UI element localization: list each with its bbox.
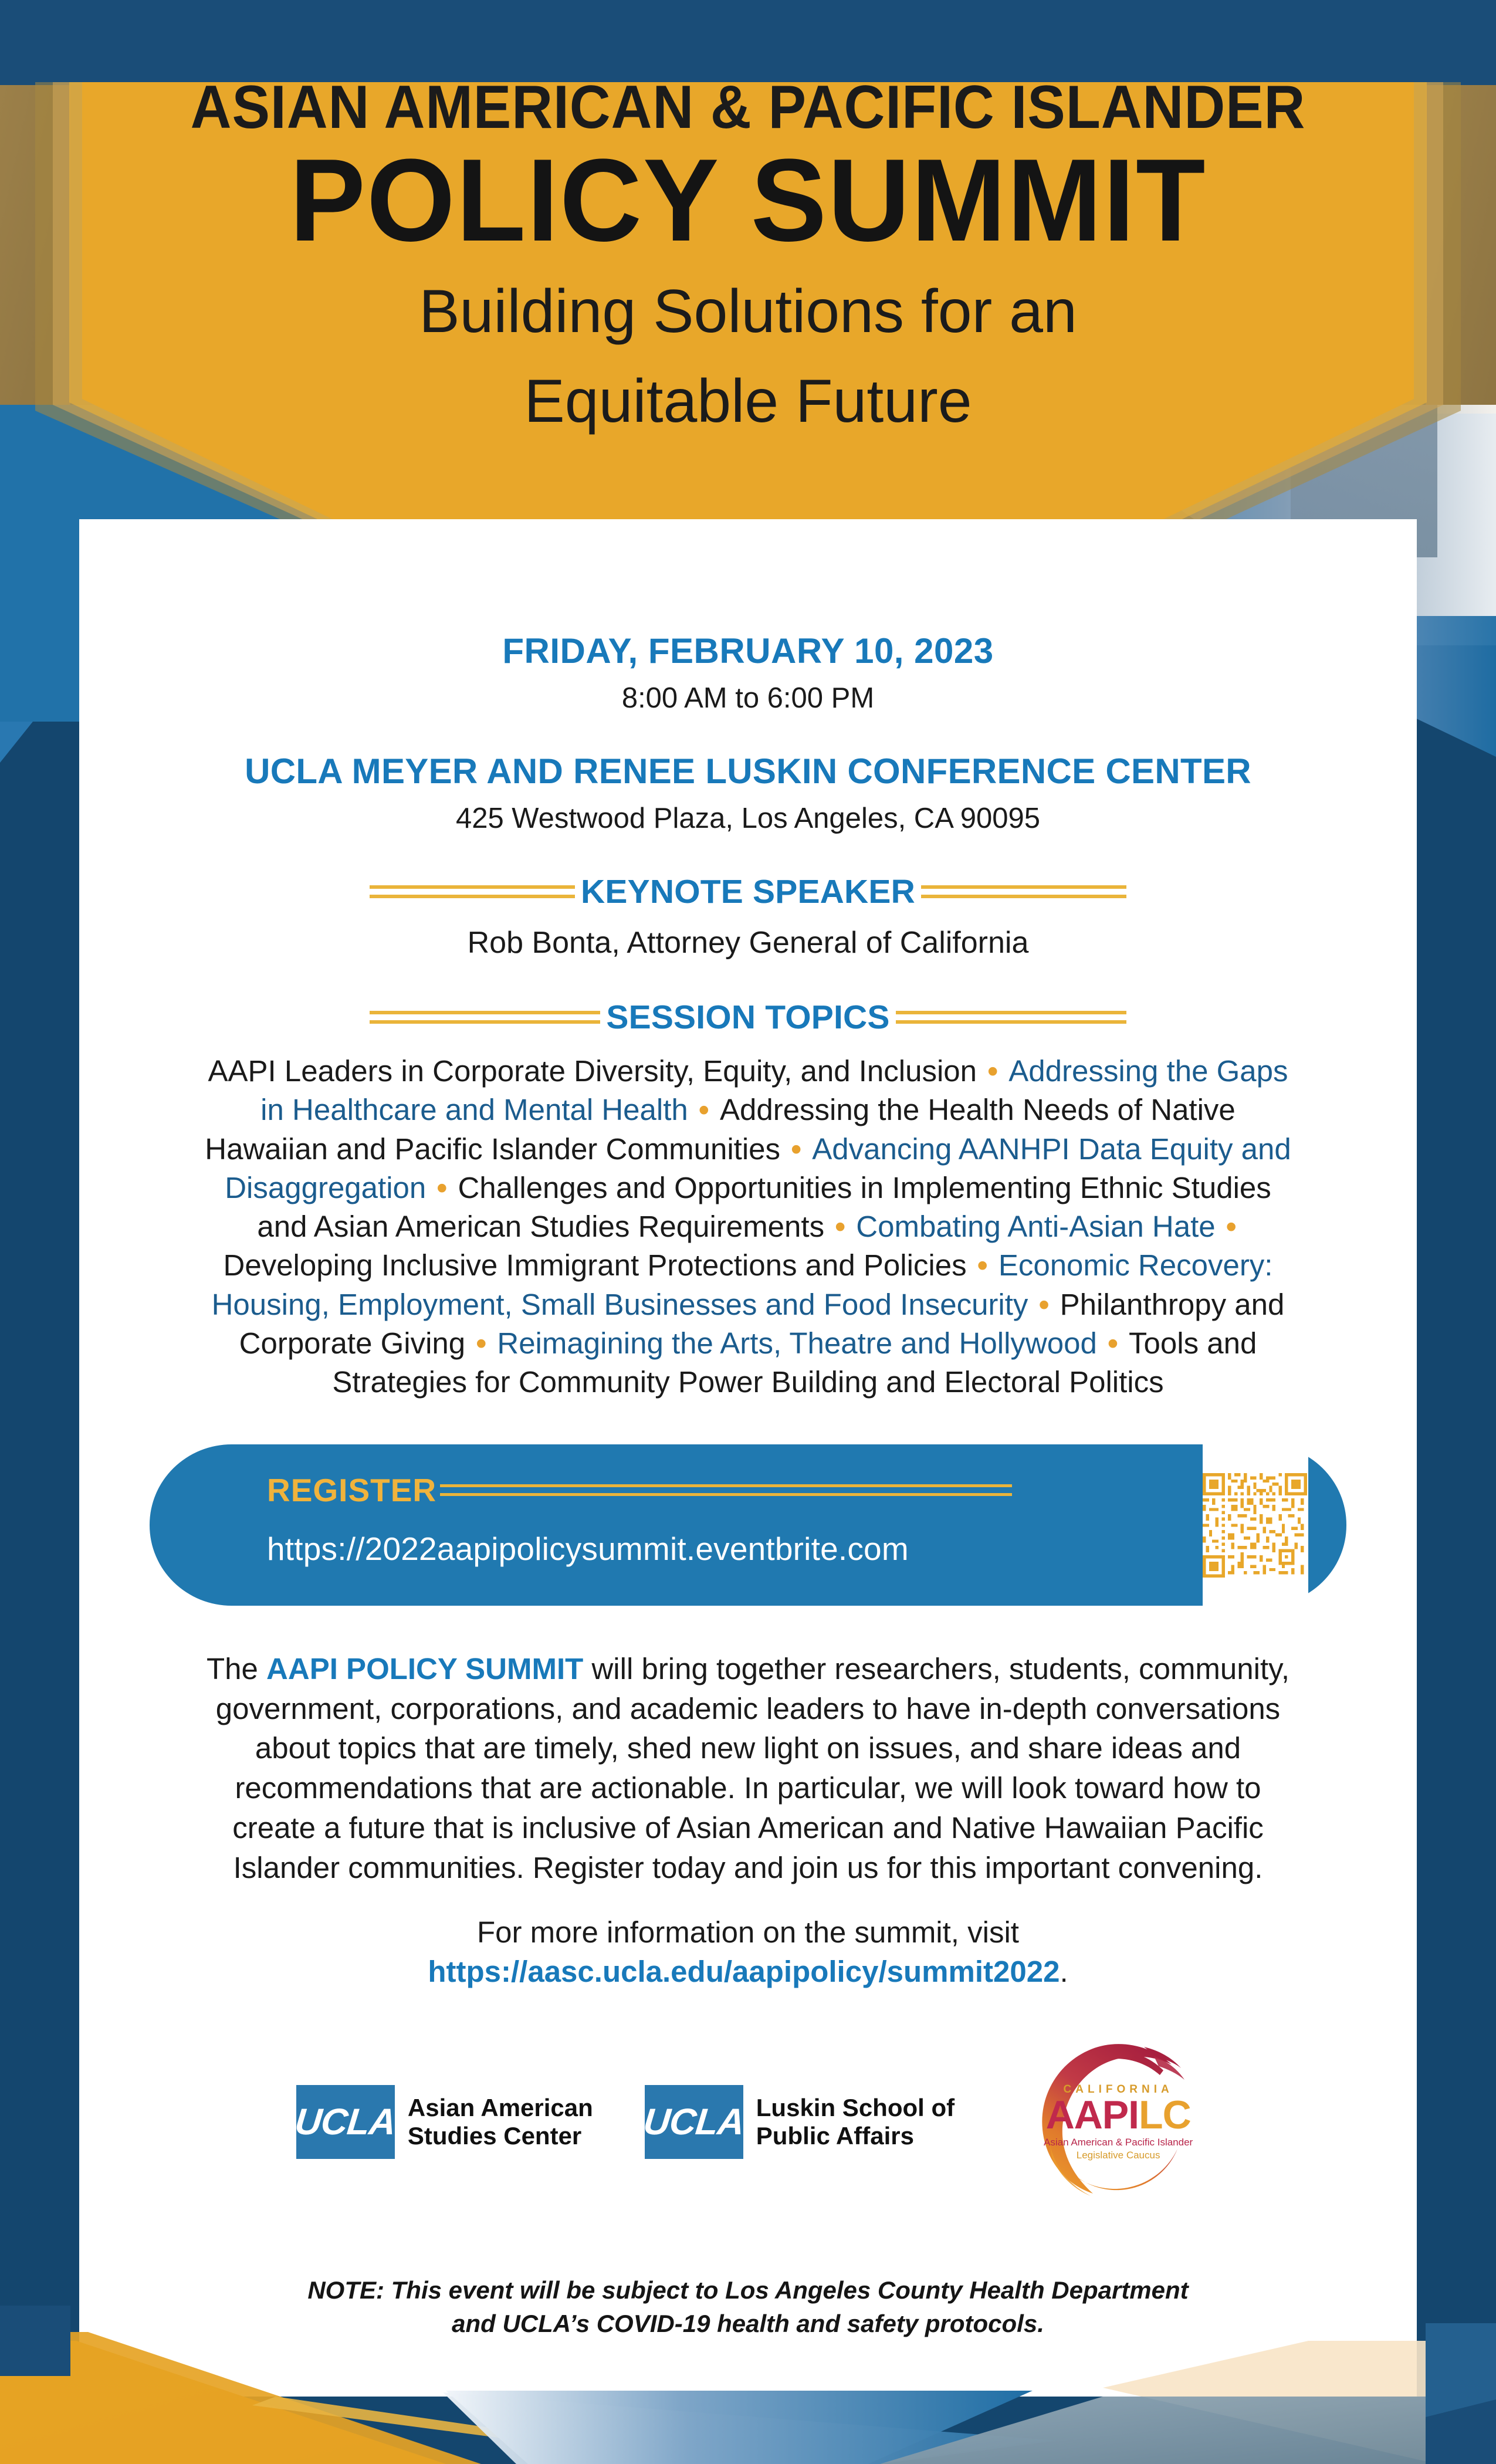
keynote-speaker-name: Rob Bonta, Attorney General of California — [467, 926, 1029, 960]
note-line-2: and UCLA’s COVID-19 health and safety protocols. — [452, 2310, 1044, 2338]
event-date: FRIDAY, FEBRUARY 10, 2023 — [502, 631, 994, 671]
session-topic: AAPI Leaders in Corporate Diversity, Equity, and Inclusion — [208, 1054, 977, 1088]
ucla-mark-text: UCLA — [641, 2101, 746, 2143]
desc-prefix: The — [206, 1651, 267, 1685]
logo-text — [408, 2094, 593, 2151]
session-topic: Combating Anti-Asian Hate — [856, 1210, 1216, 1244]
more-info — [197, 1913, 1299, 1992]
logo-ucla-asian-american-studies-center — [293, 2085, 593, 2159]
session-topic: Addressing the Gaps in Healthcare and Mental Health — [260, 1054, 1288, 1127]
header-tagline-line1: Building Solutions for an — [419, 277, 1077, 346]
rule-left — [370, 1011, 600, 1024]
topic-separator-dot: • — [690, 1093, 717, 1127]
aapilc-brush-circle-icon — [1024, 2034, 1200, 2210]
event-time: 8:00 AM to 6:00 PM — [621, 682, 875, 714]
more-info-prefix: For more information on the summit, visit — [477, 1915, 1019, 1949]
session-topic: Philanthropy and Corporate Giving — [239, 1287, 1285, 1360]
sessions-heading-label: SESSION TOPICS — [606, 999, 890, 1036]
register-rule — [440, 1484, 1012, 1496]
topic-separator-dot: • — [969, 1248, 996, 1282]
keynote-heading — [370, 872, 1126, 911]
ucla-wordmark-icon — [641, 2085, 746, 2159]
register-content — [267, 1471, 1012, 1568]
summit-description — [197, 1649, 1299, 1888]
topic-separator-dot: • — [468, 1326, 495, 1360]
more-info-suffix: . — [1060, 1955, 1068, 1989]
header-eyebrow: ASIAN AMERICAN & PACIFIC ISLANDER — [190, 73, 1306, 141]
session-topic: Addressing the Health Needs of Native Hawaiian and Pacific Islander Communities — [205, 1093, 1236, 1166]
register-heading — [267, 1471, 1012, 1509]
rule-right — [896, 1011, 1126, 1024]
page-title: POLICY SUMMIT — [289, 135, 1207, 266]
venue-name: UCLA MEYER AND RENEE LUSKIN CONFERENCE CENTER — [245, 752, 1251, 791]
register-url[interactable]: https://2022aapipolicysummit.eventbrite.com — [267, 1530, 909, 1567]
header-tagline-line2: Equitable Future — [524, 367, 972, 435]
logo-line-1: Luskin School of — [756, 2093, 955, 2121]
note-line-1: NOTE: This event will be subject to Los Angeles County Health Department — [307, 2276, 1189, 2304]
topic-separator-dot: • — [783, 1132, 810, 1166]
register-label: REGISTER — [267, 1471, 437, 1508]
poster-body — [79, 519, 1417, 2341]
logo-line-2: Studies Center — [407, 2122, 582, 2150]
rule-right — [921, 885, 1126, 898]
session-topic: Reimagining the Arts, Theatre and Hollywood — [497, 1326, 1097, 1360]
topic-separator-dot: • — [1217, 1210, 1237, 1244]
register-banner[interactable] — [150, 1444, 1346, 1606]
desc-body: will bring together researchers, students, community, government, corporations, and academic leaders to have in-depth conversations about topics that are timely, shed new light on issues, and share ideas and recommendations that are actionable. In particular, we will look toward how to create a future that is inclusive of Asian American and Native Hawaiian Pacific Islander communities. Register today and join us for this important convening. — [215, 1651, 1290, 1884]
qr-code-icon[interactable] — [1203, 1446, 1307, 1605]
aapilc-acronym-red: AAPI — [1045, 2092, 1139, 2137]
topic-separator-dot: • — [1030, 1287, 1058, 1321]
session-topic: Economic Recovery: Housing, Employment, Small Businesses and Food Insecurity — [211, 1248, 1273, 1321]
topic-separator-dot: • — [827, 1210, 854, 1244]
ucla-wordmark-icon — [293, 2085, 398, 2159]
logo-ucla-luskin-school-of-public-affairs — [641, 2085, 955, 2159]
logo-line-2: Public Affairs — [756, 2122, 914, 2150]
logo-text — [756, 2094, 955, 2151]
aapilc-acronym-gold: LC — [1139, 2092, 1191, 2137]
rule-left — [370, 885, 575, 898]
session-topic: Challenges and Opportunities in Implementing Ethnic Studies and Asian American Studies Requirements — [257, 1170, 1271, 1244]
session-topics-list — [197, 1052, 1299, 1402]
topic-separator-dot: • — [979, 1054, 1007, 1088]
aapilc-subtitle-1: Asian American & Pacific Islander — [1044, 2136, 1193, 2148]
aapilc-subtitle-2: Legislative Caucus — [1076, 2149, 1160, 2161]
logo-line-1: Asian American — [407, 2093, 593, 2121]
health-protocol-note — [249, 2273, 1247, 2340]
session-topic: Developing Inclusive Immigrant Protections and Policies — [223, 1248, 967, 1282]
desc-emphasis: AAPI POLICY SUMMIT — [266, 1651, 584, 1685]
logo-california-aapilc — [1024, 2034, 1200, 2210]
keynote-heading-label: KEYNOTE SPEAKER — [581, 873, 915, 911]
partner-logos — [79, 2034, 1417, 2210]
sessions-heading — [370, 998, 1126, 1037]
venue-address: 425 Westwood Plaza, Los Angeles, CA 90095 — [455, 803, 1041, 834]
topic-separator-dot: • — [1099, 1326, 1127, 1360]
aapilc-california-label: CALIFORNIA — [1063, 2083, 1173, 2096]
session-topic: Tools and Strategies for Community Power Building and Electoral Politics — [332, 1326, 1257, 1399]
topic-separator-dot: • — [428, 1170, 456, 1204]
ucla-mark-text: UCLA — [293, 2101, 398, 2143]
session-topic: Advancing AANHPI Data Equity and Disaggregation — [225, 1132, 1291, 1204]
more-info-link[interactable]: https://aasc.ucla.edu/aapipolicy/summit2022 — [428, 1955, 1060, 1989]
